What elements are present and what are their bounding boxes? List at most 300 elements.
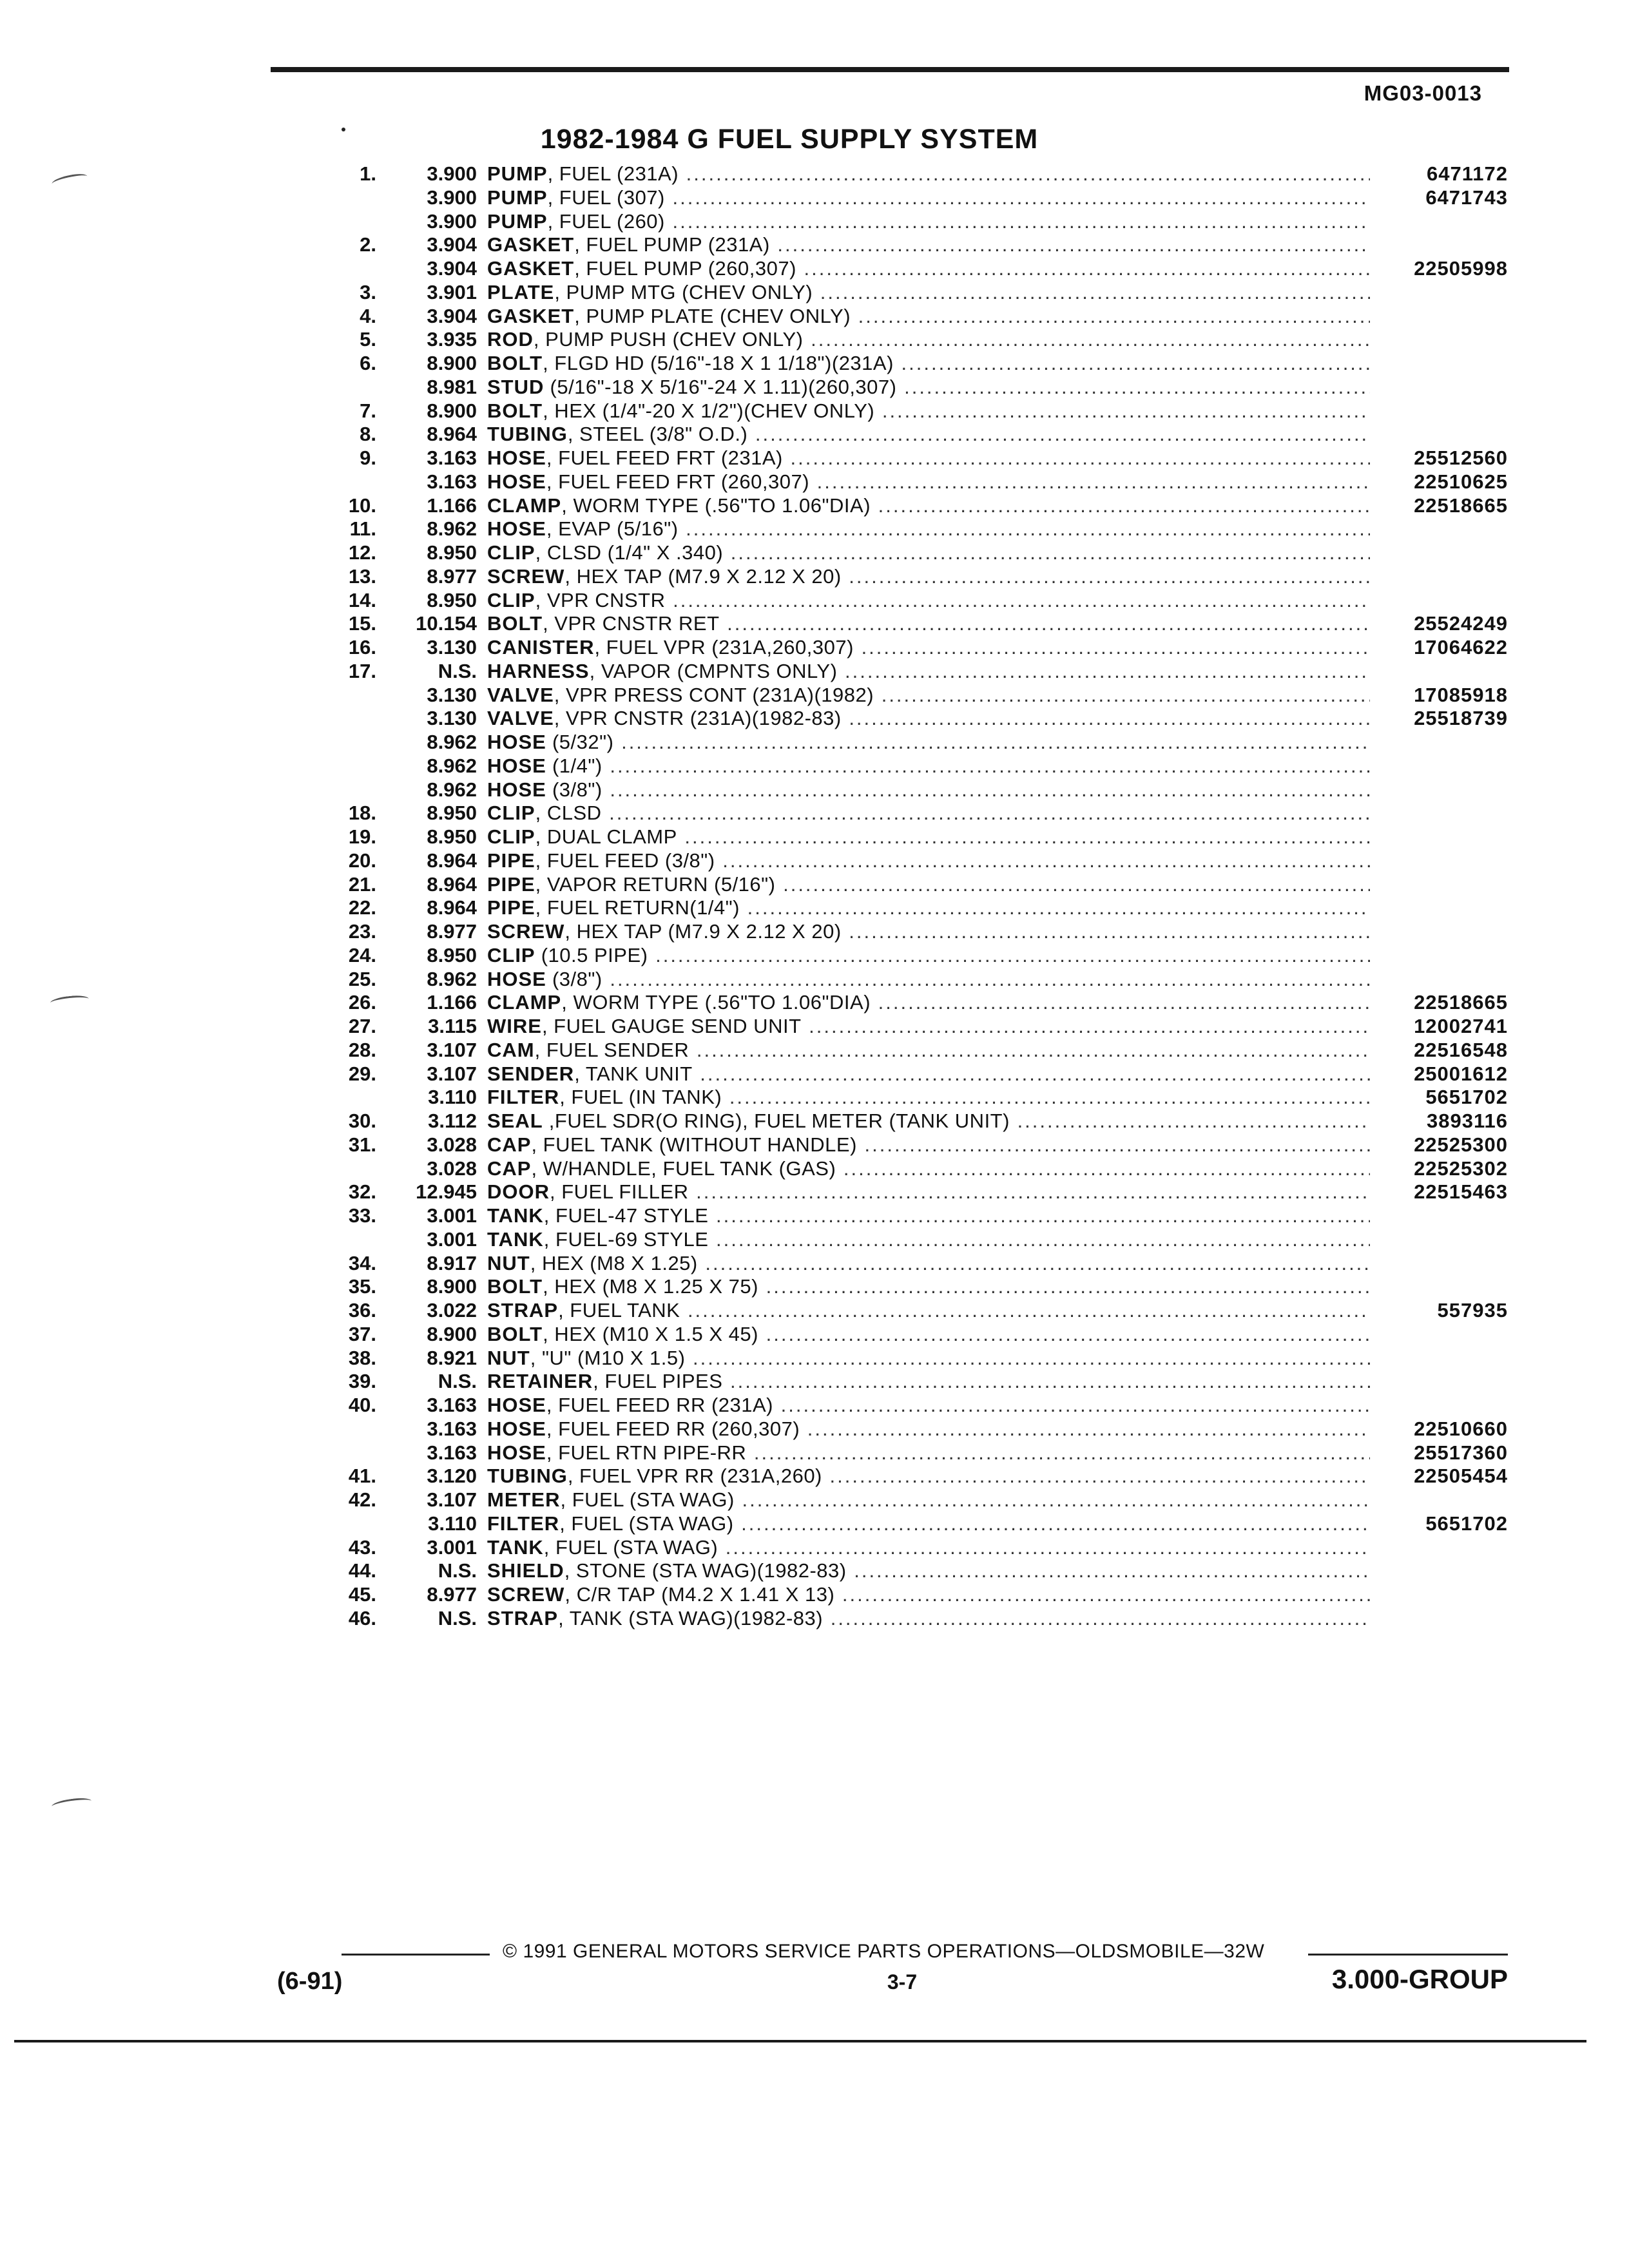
part-name: PUMP [487, 209, 548, 233]
item-number: 43. [348, 1535, 376, 1559]
group-number: 3.163 [427, 447, 477, 469]
part-description [487, 707, 1370, 730]
part-number: 22516548 [1414, 1038, 1508, 1061]
part-name: HOSE [487, 731, 546, 753]
part-row [0, 1299, 1629, 1323]
document-id: MG03-0013 [1364, 81, 1482, 105]
part-row [0, 1039, 1629, 1062]
part-row [0, 1015, 1629, 1039]
part-row [0, 1252, 1629, 1276]
part-name: NUT [487, 1346, 530, 1369]
group-number: 3.935 [427, 328, 477, 351]
part-row [0, 825, 1629, 849]
item-number: 35. [348, 1275, 376, 1298]
item-number: 38. [348, 1346, 376, 1369]
part-name: PIPE [487, 896, 535, 919]
part-row [0, 612, 1629, 636]
item-number: 5. [360, 328, 376, 351]
part-spec: (5/32") [546, 731, 614, 753]
part-spec: , PUMP MTG (CHEV ONLY) [554, 280, 813, 303]
part-name: VALVE [487, 707, 554, 730]
item-number: 24. [348, 943, 376, 966]
top-rule [271, 67, 1509, 72]
group-number: 3.130 [427, 707, 477, 730]
part-name: STRAP [487, 1606, 559, 1629]
group-number: 3.028 [427, 1133, 477, 1156]
part-description [487, 257, 1370, 280]
part-spec: , FUEL (STA WAG) [559, 1512, 734, 1535]
part-name: HOSE [487, 517, 546, 541]
part-name: CLAMP [487, 991, 562, 1014]
item-number: 33. [348, 1204, 376, 1227]
group-number: 8.950 [427, 802, 477, 825]
part-description [487, 1607, 1370, 1630]
group-number: 3.163 [427, 1394, 477, 1416]
part-number: 22518665 [1414, 494, 1508, 517]
part-spec: (5/16"-18 X 5/16"-24 X 1.11)(260,307) [544, 375, 897, 398]
group-number: 3.904 [427, 304, 477, 327]
item-number: 6. [360, 352, 376, 374]
part-row [0, 754, 1629, 778]
part-name: WIRE [487, 1015, 542, 1037]
part-description [487, 328, 1370, 351]
part-row [0, 1512, 1629, 1536]
group-number: 3.900 [427, 162, 477, 185]
item-number: 8. [360, 423, 376, 446]
part-row [0, 896, 1629, 920]
item-number: 25. [348, 967, 376, 990]
part-spec: , "U" (M10 X 1.5) [530, 1346, 686, 1369]
part-spec: , FLGD HD (5/16"-18 X 1 1/18")(231A) [543, 352, 894, 374]
part-description [487, 399, 1370, 423]
part-spec: , DUAL CLAMP [535, 825, 677, 848]
part-number: 25517360 [1414, 1441, 1508, 1464]
part-name: SENDER [487, 1062, 575, 1085]
part-row [0, 1370, 1629, 1394]
part-description [487, 754, 1370, 778]
part-spec: , C/R TAP (M4.2 X 1.41 X 13) [564, 1583, 835, 1606]
group-number: 3.107 [427, 1488, 477, 1511]
part-description [487, 944, 1370, 967]
part-name: METER [487, 1488, 561, 1511]
part-description [487, 1275, 1370, 1298]
footer-rule-right [1308, 1954, 1508, 1956]
part-spec: , FUEL FEED RR (260,307) [546, 1417, 800, 1440]
part-description [487, 1583, 1370, 1606]
part-name: HOSE [487, 778, 546, 801]
part-spec: , VPR CNSTR (231A)(1982-83) [554, 707, 842, 730]
item-number: 23. [348, 920, 376, 943]
part-row [0, 731, 1629, 754]
part-spec: , TANK (STA WAG)(1982-83) [558, 1606, 824, 1629]
part-name: TANK [487, 1535, 544, 1559]
group-number: N.S. [438, 1606, 477, 1629]
part-description [487, 281, 1370, 304]
part-description [487, 376, 1370, 399]
group-number: 3.115 [428, 1015, 477, 1037]
part-description [487, 447, 1370, 470]
part-number: 25518739 [1414, 707, 1508, 730]
part-name: TUBING [487, 423, 568, 446]
item-number: 27. [348, 1015, 376, 1037]
item-number: 39. [348, 1370, 376, 1393]
part-row [0, 494, 1629, 518]
part-name: SCREW [487, 920, 565, 943]
item-number: 26. [348, 991, 376, 1014]
part-row [0, 1536, 1629, 1560]
part-row [0, 447, 1629, 470]
part-spec: (1/4") [546, 754, 602, 777]
part-row [0, 1275, 1629, 1299]
group-number: 8.962 [427, 778, 477, 801]
part-row [0, 1086, 1629, 1110]
part-spec: , FUEL PUMP (260,307) [574, 257, 796, 280]
part-spec: (3/8") [546, 967, 602, 990]
part-description [487, 1559, 1370, 1582]
part-description [487, 470, 1370, 494]
part-name: FILTER [487, 1086, 560, 1109]
margin-mark [51, 1796, 92, 1811]
group-number: 3.107 [427, 1062, 477, 1085]
part-row [0, 636, 1629, 660]
group-number: 3.130 [427, 683, 477, 706]
group-number: 3.901 [427, 280, 477, 303]
item-number: 44. [348, 1559, 376, 1582]
part-row [0, 1228, 1629, 1252]
part-spec: , TANK UNIT [574, 1062, 693, 1085]
part-row [0, 802, 1629, 825]
part-spec: , HEX TAP (M7.9 X 2.12 X 20) [564, 920, 842, 943]
part-row [0, 589, 1629, 613]
part-number: 3893116 [1427, 1110, 1508, 1132]
part-name: GASKET [487, 233, 575, 256]
part-spec: , FUEL FILLER [550, 1180, 689, 1204]
item-number: 13. [348, 564, 376, 588]
group-number: 3.028 [427, 1157, 477, 1180]
part-description [487, 1133, 1370, 1157]
part-name: VALVE [487, 683, 554, 706]
part-name: BOLT [487, 399, 543, 422]
part-name: HARNESS [487, 659, 590, 682]
item-number: 4. [360, 304, 376, 327]
part-name: CAM [487, 1038, 535, 1061]
part-description [487, 660, 1370, 683]
group-number: N.S. [438, 1559, 477, 1582]
part-description [487, 1394, 1370, 1417]
part-spec: , FUEL VPR RR (231A,260) [567, 1465, 822, 1488]
group-number: 8.977 [427, 564, 477, 588]
part-name: CLIP [487, 588, 535, 611]
part-row [0, 470, 1629, 494]
group-label: 3.000-GROUP [1331, 1964, 1508, 1994]
part-name: NUT [487, 1251, 530, 1274]
part-spec: , HEX TAP (M7.9 X 2.12 X 20) [564, 564, 842, 588]
part-name: CAP [487, 1133, 532, 1156]
part-description [487, 210, 1370, 233]
part-name: TANK [487, 1227, 544, 1251]
part-spec: , FUEL (STA WAG) [560, 1488, 735, 1511]
group-number: N.S. [438, 659, 477, 682]
part-spec: (10.5 PIPE) [535, 943, 648, 966]
part-spec: (3/8") [546, 778, 602, 801]
part-name: SCREW [487, 1583, 565, 1606]
group-number: 8.900 [427, 399, 477, 422]
part-spec: , HEX (M8 X 1.25 X 75) [543, 1275, 758, 1298]
part-spec: , CLSD [535, 802, 602, 825]
group-number: 3.900 [427, 209, 477, 233]
item-number: 14. [348, 588, 376, 611]
part-name: BOLT [487, 352, 543, 374]
item-number: 31. [348, 1133, 376, 1156]
part-spec: , VPR PRESS CONT (231A)(1982) [554, 683, 874, 706]
part-spec: , VPR CNSTR [535, 588, 666, 611]
part-description [487, 1015, 1370, 1038]
part-description [487, 423, 1370, 446]
item-number: 20. [348, 849, 376, 872]
group-number: 8.964 [427, 849, 477, 872]
part-description [487, 1536, 1370, 1559]
part-row [0, 1583, 1629, 1607]
part-description [487, 1252, 1370, 1275]
group-number: 3.120 [427, 1465, 477, 1488]
part-spec: , CLSD (1/4" X .340) [535, 541, 724, 564]
part-name: CLIP [487, 943, 535, 966]
part-number: 22505998 [1414, 257, 1508, 280]
part-name: CAP [487, 1157, 532, 1180]
group-number: 8.950 [427, 588, 477, 611]
part-spec: , FUEL (307) [547, 186, 665, 209]
part-number: 22515463 [1414, 1180, 1508, 1204]
part-row [0, 684, 1629, 707]
part-description [487, 565, 1370, 588]
part-description [487, 778, 1370, 802]
part-spec: , FUEL (STA WAG) [543, 1535, 718, 1559]
group-number: 8.950 [427, 943, 477, 966]
item-number: 12. [348, 541, 376, 564]
part-description [487, 589, 1370, 612]
part-row [0, 1441, 1629, 1465]
item-number: 16. [348, 636, 376, 658]
part-row [0, 162, 1629, 186]
part-name: PUMP [487, 162, 548, 185]
part-spec: , WORM TYPE (.56"TO 1.06"DIA) [561, 494, 871, 517]
part-row [0, 1559, 1629, 1583]
part-spec: , HEX (M8 X 1.25) [530, 1251, 698, 1274]
part-row [0, 1607, 1629, 1631]
part-spec: , FUEL RTN PIPE-RR [546, 1441, 747, 1464]
item-number: 18. [348, 802, 376, 825]
part-spec: , FUEL TANK [558, 1299, 680, 1321]
group-number: 8.964 [427, 872, 477, 896]
part-description [487, 1086, 1370, 1109]
part-description [487, 1488, 1370, 1512]
group-number: 8.900 [427, 352, 477, 374]
group-number: 8.900 [427, 1322, 477, 1345]
part-name: BOLT [487, 612, 543, 635]
part-spec: , FUEL FEED RR (231A) [546, 1394, 774, 1416]
part-description [487, 305, 1370, 328]
item-number: 34. [348, 1251, 376, 1274]
part-spec: , HEX (M10 X 1.5 X 45) [543, 1322, 758, 1345]
part-spec: , FUEL TANK (WITHOUT HANDLE) [531, 1133, 857, 1156]
part-name: STRAP [487, 1299, 559, 1321]
group-number: 3.904 [427, 233, 477, 256]
group-number: 3.001 [427, 1204, 477, 1227]
footer-rule-left [342, 1954, 490, 1956]
part-spec: ,FUEL SDR(O RING), FUEL METER (TANK UNIT) [543, 1110, 1010, 1132]
part-description [487, 1062, 1370, 1086]
page-title: 1982-1984 G FUEL SUPPLY SYSTEM [540, 124, 1039, 155]
part-number: 22525300 [1414, 1133, 1508, 1156]
group-number: 3.110 [428, 1512, 477, 1535]
group-number: 8.917 [427, 1251, 477, 1274]
part-description [487, 1228, 1370, 1251]
part-name: CLAMP [487, 494, 562, 517]
part-row [0, 186, 1629, 210]
part-row [0, 849, 1629, 873]
part-row [0, 352, 1629, 376]
part-description [487, 1465, 1370, 1488]
revision-date: (6-91) [277, 1968, 343, 1995]
part-row [0, 565, 1629, 589]
part-row [0, 1323, 1629, 1347]
part-row [0, 1204, 1629, 1228]
part-spec: , W/HANDLE, FUEL TANK (GAS) [531, 1157, 836, 1180]
part-number: 6471172 [1427, 162, 1508, 185]
group-number: 3.900 [427, 186, 477, 209]
part-row [0, 1347, 1629, 1370]
item-number: 11. [349, 517, 376, 541]
group-number: 8.962 [427, 731, 477, 753]
item-number: 15. [348, 612, 376, 635]
part-description [487, 825, 1370, 849]
part-row [0, 707, 1629, 731]
part-name: HOSE [487, 754, 546, 777]
part-description [487, 233, 1370, 256]
part-spec: , WORM TYPE (.56"TO 1.06"DIA) [561, 991, 871, 1014]
part-row [0, 1488, 1629, 1512]
part-description [487, 1039, 1370, 1062]
group-number: 3.001 [427, 1535, 477, 1559]
group-number: 3.163 [427, 1417, 477, 1440]
group-number: 3.130 [427, 636, 477, 658]
item-number: 10. [348, 494, 376, 517]
part-name: TUBING [487, 1465, 568, 1488]
part-name: DOOR [487, 1180, 550, 1204]
part-spec: , VAPOR RETURN (5/16") [535, 872, 776, 896]
group-number: 8.921 [427, 1346, 477, 1369]
part-description [487, 541, 1370, 564]
part-name: GASKET [487, 257, 575, 280]
part-name: HOSE [487, 447, 546, 469]
part-description [487, 1180, 1370, 1204]
part-description [487, 636, 1370, 659]
part-row [0, 210, 1629, 234]
part-row [0, 660, 1629, 684]
part-description [487, 612, 1370, 635]
part-name: CANISTER [487, 636, 595, 658]
part-row [0, 873, 1629, 897]
part-description [487, 517, 1370, 541]
item-number: 45. [348, 1583, 376, 1606]
part-description [487, 1347, 1370, 1370]
part-description [487, 1323, 1370, 1346]
part-description [487, 162, 1370, 186]
part-description [487, 1512, 1370, 1535]
part-spec: , FUEL RETURN(1/4") [535, 896, 740, 919]
part-spec: , FUEL (IN TANK) [559, 1086, 722, 1109]
part-description [487, 352, 1370, 375]
part-number: 22505454 [1414, 1465, 1508, 1488]
group-number: 3.112 [428, 1110, 477, 1132]
part-name: SCREW [487, 564, 565, 588]
part-number: 22518665 [1414, 991, 1508, 1014]
part-name: HOSE [487, 470, 546, 493]
group-number: 3.110 [428, 1086, 477, 1109]
part-spec: , HEX (1/4"-20 X 1/2")(CHEV ONLY) [543, 399, 875, 422]
part-row [0, 778, 1629, 802]
part-row [0, 1180, 1629, 1204]
part-spec: , FUEL PUMP (231A) [574, 233, 770, 256]
item-number: 28. [348, 1038, 376, 1061]
part-spec: , PUMP PLATE (CHEV ONLY) [574, 304, 851, 327]
part-name: CLIP [487, 825, 535, 848]
part-name: RETAINER [487, 1370, 593, 1393]
part-name: GASKET [487, 304, 575, 327]
part-spec: , FUEL-69 STYLE [543, 1227, 709, 1251]
part-spec: , FUEL GAUGE SEND UNIT [541, 1015, 802, 1037]
part-name: PIPE [487, 872, 535, 896]
part-description [487, 849, 1370, 872]
part-description [487, 1418, 1370, 1441]
part-spec: , VAPOR (CMPNTS ONLY) [589, 659, 838, 682]
part-spec: , FUEL (260) [547, 209, 665, 233]
part-row [0, 920, 1629, 944]
part-spec: , FUEL VPR (231A,260,307) [594, 636, 854, 658]
part-name: PLATE [487, 280, 555, 303]
group-number: 12.945 [416, 1180, 477, 1204]
item-number: 17. [348, 659, 376, 682]
part-spec: , FUEL FEED FRT (260,307) [546, 470, 810, 493]
group-number: 3.904 [427, 257, 477, 280]
bottom-rule [14, 2040, 1586, 2042]
part-row [0, 1110, 1629, 1133]
group-number: 8.950 [427, 541, 477, 564]
part-number: 25524249 [1414, 612, 1508, 635]
part-name: HOSE [487, 967, 546, 990]
group-number: 1.166 [427, 991, 477, 1014]
part-description [487, 1299, 1370, 1322]
part-name: HOSE [487, 1417, 546, 1440]
part-number: 17064622 [1414, 636, 1508, 658]
part-number: 25512560 [1414, 447, 1508, 469]
part-number: 22525302 [1414, 1157, 1508, 1180]
item-number: 40. [348, 1394, 376, 1416]
part-row [0, 944, 1629, 968]
part-spec: , FUEL FEED FRT (231A) [546, 447, 783, 469]
part-name: SEAL [487, 1110, 543, 1132]
part-number: 22510660 [1414, 1417, 1508, 1440]
group-number: 8.964 [427, 896, 477, 919]
group-number: 3.022 [427, 1299, 477, 1321]
copyright-notice: © 1991 GENERAL MOTORS SERVICE PARTS OPERATIONS—OLDSMOBILE—32W [503, 1941, 1265, 1962]
item-number: 29. [348, 1062, 376, 1085]
part-name: CLIP [487, 541, 535, 564]
part-row [0, 257, 1629, 281]
item-number: 32. [348, 1180, 376, 1204]
part-spec: , FUEL-47 STYLE [543, 1204, 709, 1227]
part-description [487, 731, 1370, 754]
